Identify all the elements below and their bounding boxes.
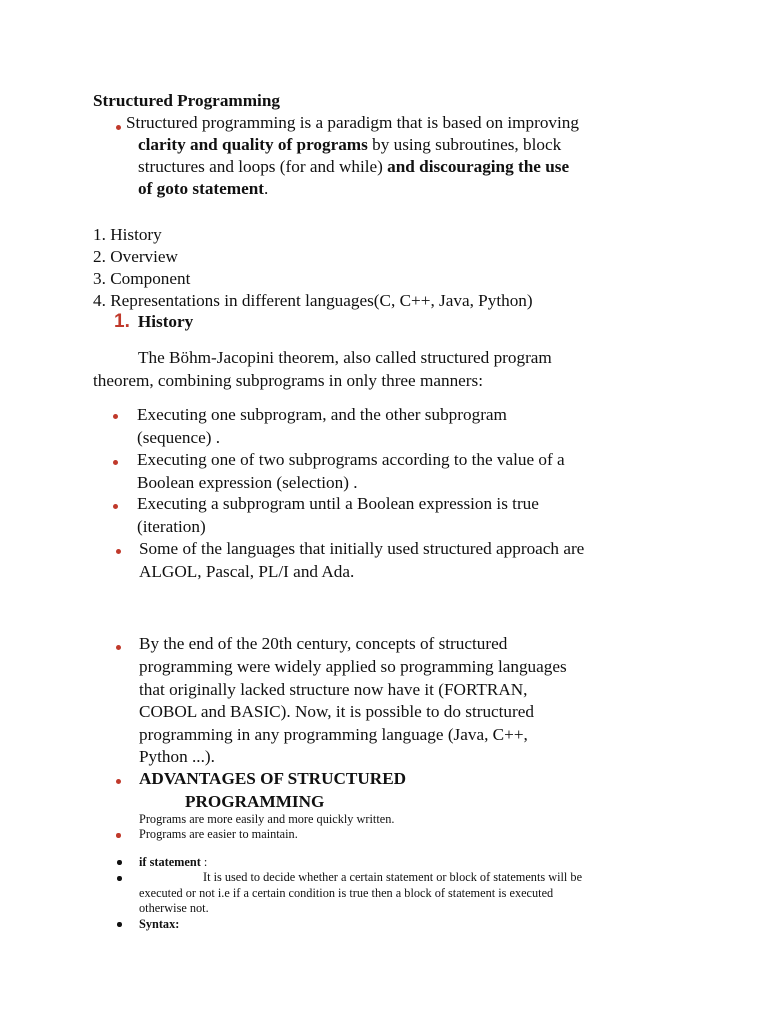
history-heading-text: History — [137, 312, 194, 331]
intro-line-4: of goto statement. — [138, 179, 269, 198]
intro-line-2: clarity and quality of programs by using subroutines, block — [138, 135, 562, 154]
bullet-dot — [116, 645, 121, 650]
toc-item-overview: 2. Overview — [93, 247, 178, 266]
advantage-item-1: Programs are more easily and more quickly written. — [139, 812, 395, 826]
bullet-selection-line-2: Boolean expression (selection) . — [137, 473, 358, 492]
toc-item-representations: 4. Representations in different languages(C, C++, Java, Python) — [93, 291, 533, 310]
toc-item-component: 3. Component — [93, 269, 191, 288]
history-heading-number: 1. — [114, 311, 130, 332]
bullet-dot — [113, 504, 118, 509]
intro-line-3: structures and loops (for and while) and discouraging the use — [138, 157, 570, 176]
bullet-dot — [116, 125, 121, 130]
bullet-dot — [113, 460, 118, 465]
toc-item-history: 1. History — [93, 225, 162, 244]
intro-line-1: Structured programming is a paradigm that is based on improving — [126, 113, 579, 132]
history-heading — [114, 311, 193, 333]
bullet-iteration-line-1: Executing a subprogram until a Boolean expression is true — [137, 494, 539, 513]
century-line-6: Python ...). — [139, 747, 215, 766]
history-paragraph-line-2: theorem, combining subprograms in only three manners: — [93, 371, 483, 390]
bullet-dot — [117, 922, 122, 927]
bullet-dot — [116, 833, 121, 838]
advantages-heading-line-1: ADVANTAGES OF STRUCTURED — [139, 769, 407, 788]
bullet-dot — [116, 779, 121, 784]
bullet-dot — [116, 549, 121, 554]
advantages-heading-line-2: PROGRAMMING — [185, 792, 325, 811]
bullet-dot — [117, 860, 122, 865]
if-desc-line-2: executed or not i.e if a certain condition is true then a block of statement is executed — [139, 886, 554, 900]
bullet-dot — [113, 414, 118, 419]
bullet-dot — [117, 876, 122, 881]
bullet-iteration-line-2: (iteration) — [137, 517, 206, 536]
advantage-item-2: Programs are easier to maintain. — [139, 827, 298, 841]
bullet-languages-line-2: ALGOL, Pascal, PL/I and Ada. — [139, 562, 355, 581]
bullet-selection-line-1: Executing one of two subprograms according to the value of a — [137, 450, 565, 469]
century-line-3: that originally lacked structure now have it (FORTRAN, — [139, 680, 528, 699]
if-desc-line-3: otherwise not. — [139, 901, 209, 915]
if-statement-label: if statement : — [139, 855, 208, 869]
century-line-4: COBOL and BASIC). Now, it is possible to do structured — [139, 702, 534, 721]
if-desc-line-1: It is used to decide whether a certain statement or block of statements will be — [203, 870, 583, 884]
century-line-5: programming in any programming language (Java, C++, — [139, 725, 528, 744]
century-line-1: By the end of the 20th century, concepts of structured — [139, 634, 508, 653]
bullet-languages-line-1: Some of the languages that initially used structured approach are — [139, 539, 585, 558]
bullet-sequence-line-1: Executing one subprogram, and the other subprogram — [137, 405, 507, 424]
century-line-2: programming were widely applied so programming languages — [139, 657, 567, 676]
page-title: Structured Programming — [93, 91, 280, 110]
history-paragraph-line-1: The Böhm-Jacopini theorem, also called structured program — [138, 348, 552, 367]
syntax-label: Syntax: — [139, 917, 180, 931]
bullet-sequence-line-2: (sequence) . — [137, 428, 221, 447]
